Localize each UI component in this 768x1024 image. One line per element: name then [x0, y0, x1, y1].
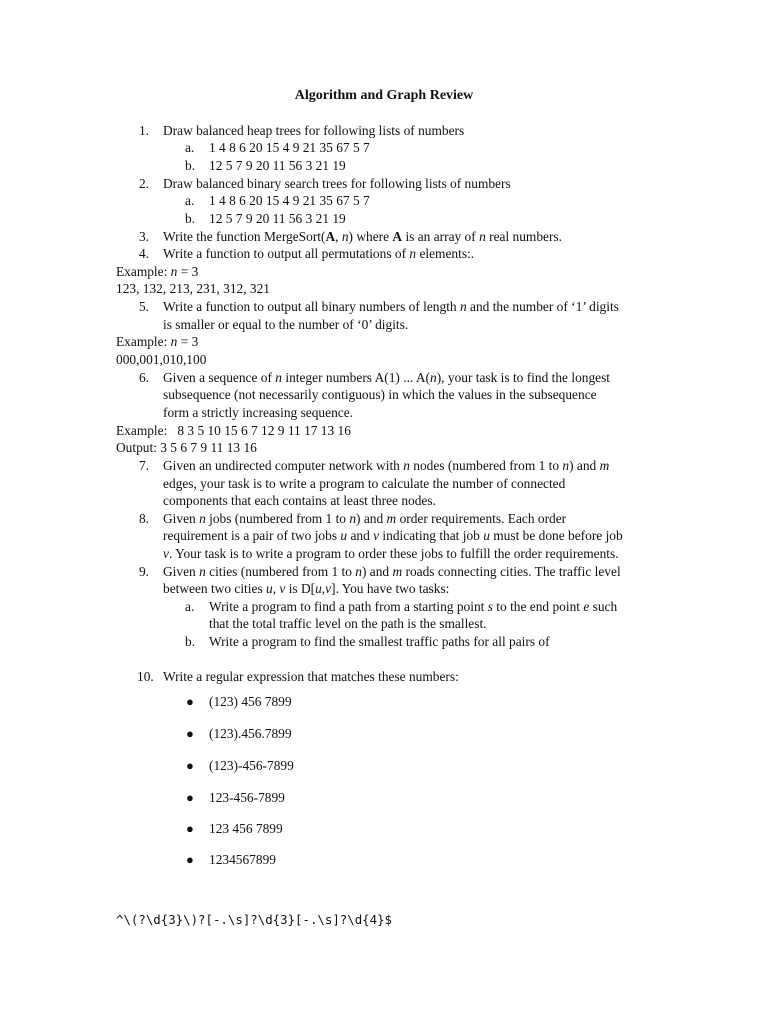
phone-format: (123).456.7899 — [209, 726, 292, 741]
q5-example: Example: n = 3 — [116, 334, 199, 349]
q7-line-3: components that each contains at least three nodes. — [163, 493, 436, 508]
q1-number: 1. — [138, 123, 149, 138]
q9-a-line-1: Write a program to find a path from a starting point s to the end point e such — [209, 599, 618, 614]
q4-example-output: 123, 132, 213, 231, 312, 321 — [116, 281, 270, 296]
q9-line-2: between two cities u, v is D[u,v]. You have two tasks: — [163, 581, 450, 596]
q2-number: 2. — [138, 176, 149, 191]
q6-line-2: subsequence (not necessarily contiguous) in which the values in the subsequence — [163, 387, 597, 402]
q8-number: 8. — [138, 511, 149, 526]
phone-format: 1234567899 — [209, 852, 276, 867]
q9-a-label: a. — [185, 599, 195, 614]
q6-line-3: form a strictly increasing sequence. — [163, 405, 353, 420]
q5-line-1: Write a function to output all binary numbers of length n and the number of ‘1’ digits — [163, 299, 619, 314]
q8-line-2: requirement is a pair of two jobs u and v indicating that job u must be done before job — [163, 528, 623, 543]
q1-b-label: b. — [185, 158, 196, 173]
q5-example-output: 000,001,010,100 — [116, 352, 207, 367]
q10-number: 10. — [137, 669, 154, 684]
q1-a-text: 1 4 8 6 20 15 4 9 21 35 67 5 7 — [209, 140, 370, 155]
phone-format: 123-456-7899 — [209, 790, 285, 805]
q10-text: Write a regular expression that matches these numbers: — [163, 669, 459, 684]
phone-format: 123 456 7899 — [209, 821, 283, 836]
q4-example: Example: n = 3 — [116, 264, 199, 279]
q2-a-label: a. — [185, 193, 195, 208]
q2-b-label: b. — [185, 211, 196, 226]
bullet-icon: ● — [186, 790, 194, 805]
q6-number: 6. — [138, 370, 149, 385]
phone-format: (123) 456 7899 — [209, 694, 292, 709]
bullet-icon: ● — [186, 694, 194, 709]
q4-text: Write a function to output all permutations of n elements:. — [163, 246, 475, 261]
q9-line-1: Given n cities (numbered from 1 to n) and m roads connecting cities. The traffic level — [163, 564, 621, 579]
bullet-icon: ● — [186, 758, 194, 773]
q2-a-text: 1 4 8 6 20 15 4 9 21 35 67 5 7 — [209, 193, 370, 208]
q9-a-line-2: that the total traffic level on the path is the smallest. — [209, 616, 487, 631]
bullet-icon: ● — [186, 852, 194, 867]
q1-a-label: a. — [185, 140, 195, 155]
q7-line-2: edges, your task is to write a program to calculate the number of connected — [163, 476, 566, 491]
q1-b-text: 12 5 7 9 20 11 56 3 21 19 — [209, 158, 346, 173]
q8-line-3: v. Your task is to write a program to order these jobs to fulfill the order requirements. — [163, 546, 619, 561]
q4-number: 4. — [138, 246, 149, 261]
q7-number: 7. — [138, 458, 149, 473]
document-title: Algorithm and Graph Review — [294, 88, 474, 103]
q6-example: Example: 8 3 5 10 15 6 7 12 9 11 17 13 16 — [116, 423, 351, 438]
regex-answer: ^\(?\d{3}\)?[-.\s]?\d{3}[-.\s]?\d{4}$ — [116, 912, 393, 927]
q9-b-label: b. — [185, 634, 196, 649]
q6-output: Output: 3 5 6 7 9 11 13 16 — [116, 440, 257, 455]
q9-b-text: Write a program to find the smallest traffic paths for all pairs of — [209, 634, 550, 649]
q2-b-text: 12 5 7 9 20 11 56 3 21 19 — [209, 211, 346, 226]
q3-number: 3. — [138, 229, 149, 244]
bullet-icon: ● — [186, 821, 194, 836]
q6-line-1: Given a sequence of n integer numbers A(1) ... A(n), your task is to find the longest — [163, 370, 611, 385]
q9-number: 9. — [138, 564, 149, 579]
q7-line-1: Given an undirected computer network with n nodes (numbered from 1 to n) and m — [163, 458, 610, 473]
q8-line-1: Given n jobs (numbered from 1 to n) and m order requirements. Each order — [163, 511, 567, 526]
q1-text: Draw balanced heap trees for following lists of numbers — [163, 123, 465, 138]
bullet-icon: ● — [186, 726, 194, 741]
phone-format: (123)-456-7899 — [209, 758, 294, 773]
q5-line-2: is smaller or equal to the number of ‘0’ digits. — [163, 317, 409, 332]
q2-text: Draw balanced binary search trees for following lists of numbers — [163, 176, 511, 191]
q3-text: Write the function MergeSort(A, n) where A is an array of n real numbers. — [163, 229, 562, 244]
q5-number: 5. — [138, 299, 149, 314]
